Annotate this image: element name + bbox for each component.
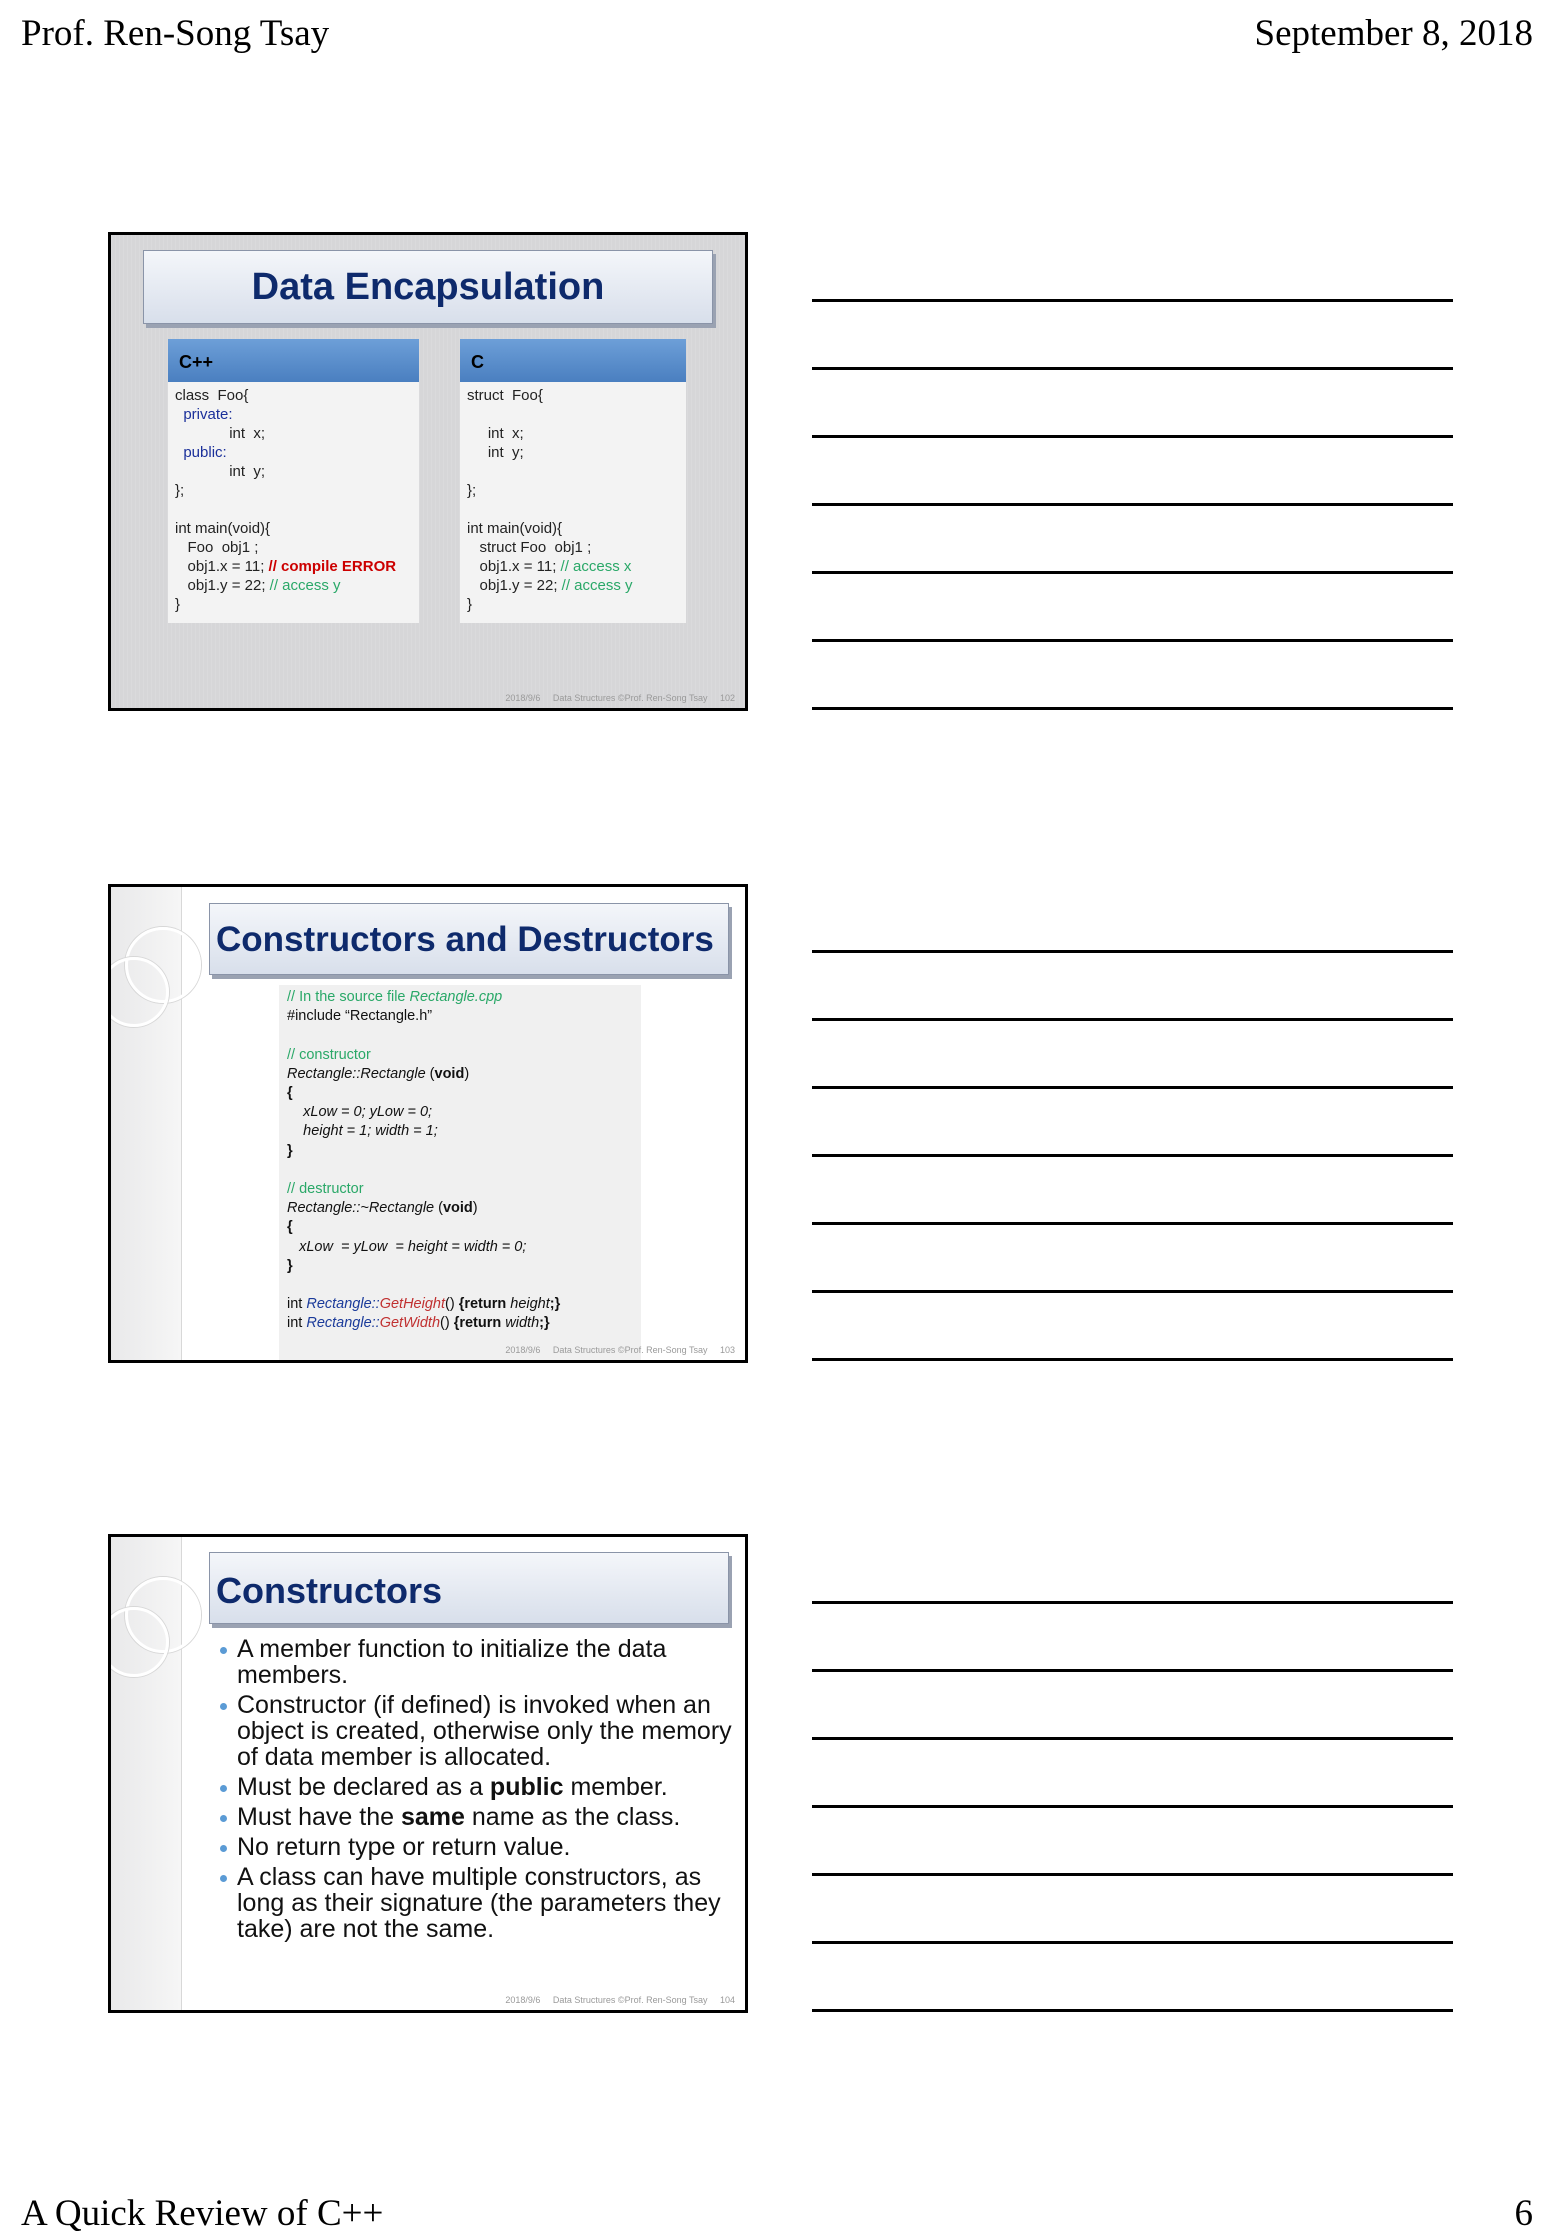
cpp-code: class Foo{ private: int x; public: int y; }; int main(void){ Foo obj1 ; obj1.x = 11; // compile ERROR obj1.y = 22; // access y } [175, 387, 397, 613]
note-line [812, 435, 1453, 438]
decorative-sidebar [111, 1537, 182, 2010]
slide-footer: 2018/9/6 Data Structures ©Prof. Ren-Song Tsay 102 [505, 693, 735, 703]
bullet-item: A member function to initialize the data members. [215, 1636, 735, 1688]
note-line [812, 639, 1453, 642]
note-line [812, 950, 1453, 953]
decorative-sidebar [111, 887, 182, 1360]
bullet-item: Must have the same name as the class. [215, 1804, 735, 1830]
note-line [812, 1669, 1453, 1672]
c-code: struct Foo{ int x; int y; }; int main(void){ struct Foo obj1 ; obj1.x = 11; // access x obj1.y = 22; // access y } [467, 387, 633, 613]
note-line [812, 1873, 1453, 1876]
note-line [812, 707, 1453, 710]
note-line [812, 1601, 1453, 1604]
note-line [812, 1222, 1453, 1225]
note-line [812, 1154, 1453, 1157]
note-line [812, 1941, 1453, 1944]
bullet-item: No return type or return value. [215, 1834, 735, 1860]
page-number: 6 [1514, 2193, 1533, 2234]
note-line [812, 1805, 1453, 1808]
note-line [812, 1086, 1453, 1089]
slide-constructors [108, 1534, 748, 2013]
note-line [812, 2009, 1453, 2012]
slide-footer: 2018/9/6 Data Structures ©Prof. Ren-Song Tsay 103 [505, 1345, 735, 1355]
slide-footer: 2018/9/6 Data Structures ©Prof. Ren-Song Tsay 104 [505, 1995, 735, 2005]
compile-error-comment: // compile ERROR [268, 558, 397, 575]
slide-data-encapsulation [108, 232, 748, 711]
slide-title: Data Encapsulation [143, 250, 713, 324]
note-line [812, 1018, 1453, 1021]
footer-title: A Quick Review of C++ [21, 2193, 384, 2234]
cpp-code-panel [168, 339, 419, 623]
bullet-list [215, 1636, 735, 1946]
note-line [812, 1737, 1453, 1740]
c-header: C [460, 339, 686, 382]
bullet-item: Must be declared as a public member. [215, 1774, 735, 1800]
note-line [812, 1290, 1453, 1293]
bullet-item: Constructor (if defined) is invoked when an object is created, otherwise only the memory of data member is allocated. [215, 1692, 735, 1770]
slide-constructors-and-destructors [108, 884, 748, 1363]
note-line [812, 571, 1453, 574]
bullet-item: A class can have multiple constructors, as long as their signature (the parameters they take) are not the same. [215, 1864, 735, 1942]
c-code-panel [460, 339, 686, 623]
note-line [812, 1358, 1453, 1361]
slide-title: Constructors and Destructors [209, 903, 729, 975]
code-listing: // In the source file Rectangle.cpp #include “Rectangle.h” // constructor Rectangle::Rectangle (void) { xLow = 0; yLow = 0; height = 1; width = 1; } // destructor Rectangle::~Rectangle (void) { xLow = yLow = height = width = 0; } int Rectangle::GetHeight() {return height;} int Rectangle::GetWidth() {return width;} [279, 985, 641, 1363]
note-line [812, 299, 1453, 302]
header-date: September 8, 2018 [1254, 13, 1533, 54]
header-author: Prof. Ren-Song Tsay [21, 13, 330, 54]
note-line [812, 503, 1453, 506]
slide-title: Constructors [209, 1552, 729, 1624]
note-line [812, 367, 1453, 370]
cpp-header: C++ [168, 339, 419, 382]
